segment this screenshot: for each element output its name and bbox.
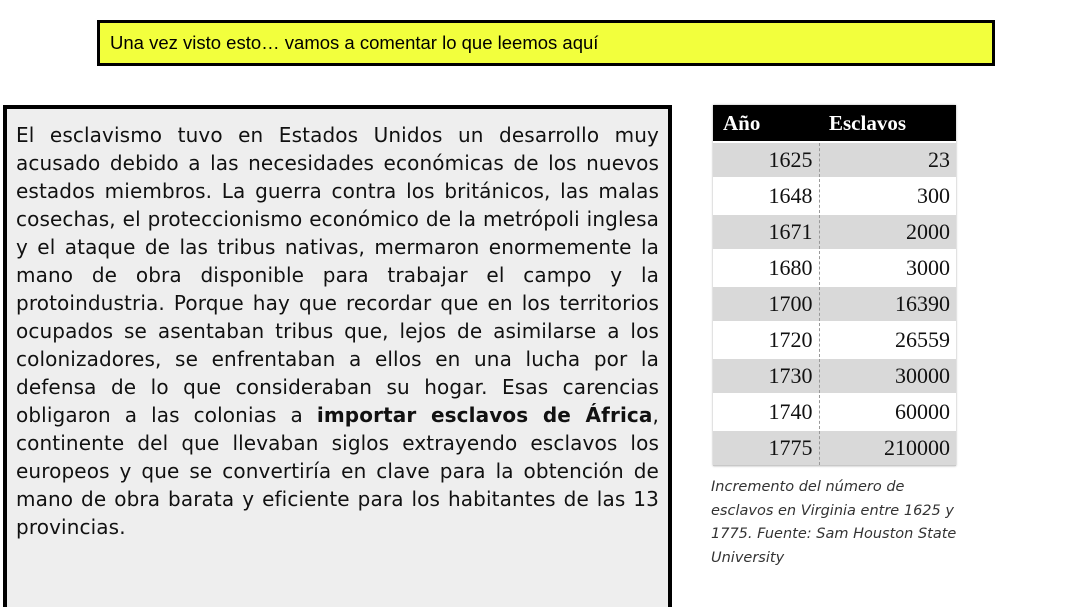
slaves-cell: 300 (819, 178, 956, 214)
table-row (713, 178, 956, 214)
article-bold-text: importar esclavos de África (316, 403, 653, 427)
year-cell: 1625 (713, 142, 819, 178)
header-year: Año (713, 105, 819, 142)
article-text-after: , continente del que llevaban siglos extrayendo esclavos los europeos y que se convertiría en clave para la obtención de mano de obra barata y eficiente para los habitantes de las 13 provincias. (16, 403, 659, 539)
slaves-cell: 16390 (819, 286, 956, 322)
year-cell: 1700 (713, 286, 819, 322)
table-row (713, 142, 956, 178)
article-text-before: El esclavismo tuvo en Estados Unidos un desarrollo muy acusado debido a las necesidades económicas de los nuevos estados miembros. La guerra contra los británicos, las malas cosechas, el proteccionismo económico de la metrópoli inglesa y el ataque de las tribus nativas, mermaron enormemente la mano de obra disponible para trabajar el campo y la protoindustria. Porque hay que recordar que en los territorios ocupados se asentaban tribus que, lejos de asimilarse a los colonizadores, se enfrentaban a ellos en una lucha por la defensa de lo que consideraban su hogar. Esas carencias obligaron a las colonias a (16, 123, 659, 427)
banner-text: Una vez visto esto… vamos a comentar lo que leemos aquí (110, 32, 599, 53)
year-cell: 1740 (713, 394, 819, 430)
year-cell: 1775 (713, 430, 819, 466)
slaves-cell: 210000 (819, 430, 956, 466)
slaves-cell: 2000 (819, 214, 956, 250)
slaves-cell: 26559 (819, 322, 956, 358)
table-row (713, 358, 956, 394)
table-caption: Incremento del número de esclavos en Virginia entre 1625 y 1775. Fuente: Sam Houston State University (711, 479, 957, 566)
table-row (713, 322, 956, 358)
table-row (713, 286, 956, 322)
article-paragraph (16, 121, 659, 541)
article-text-box (3, 105, 672, 607)
instruction-banner (97, 20, 995, 66)
table-header-row (713, 105, 956, 142)
year-cell: 1720 (713, 322, 819, 358)
year-cell: 1730 (713, 358, 819, 394)
year-cell: 1680 (713, 250, 819, 286)
slaves-cell: 60000 (819, 394, 956, 430)
year-cell: 1671 (713, 214, 819, 250)
slaves-cell: 23 (819, 142, 956, 178)
table-row (713, 430, 956, 466)
slaves-cell: 30000 (819, 358, 956, 394)
slaves-table (713, 105, 956, 466)
table-row (713, 214, 956, 250)
header-slaves: Esclavos (819, 105, 956, 142)
table-row (713, 394, 956, 430)
table-row (713, 250, 956, 286)
slaves-cell: 3000 (819, 250, 956, 286)
year-cell: 1648 (713, 178, 819, 214)
